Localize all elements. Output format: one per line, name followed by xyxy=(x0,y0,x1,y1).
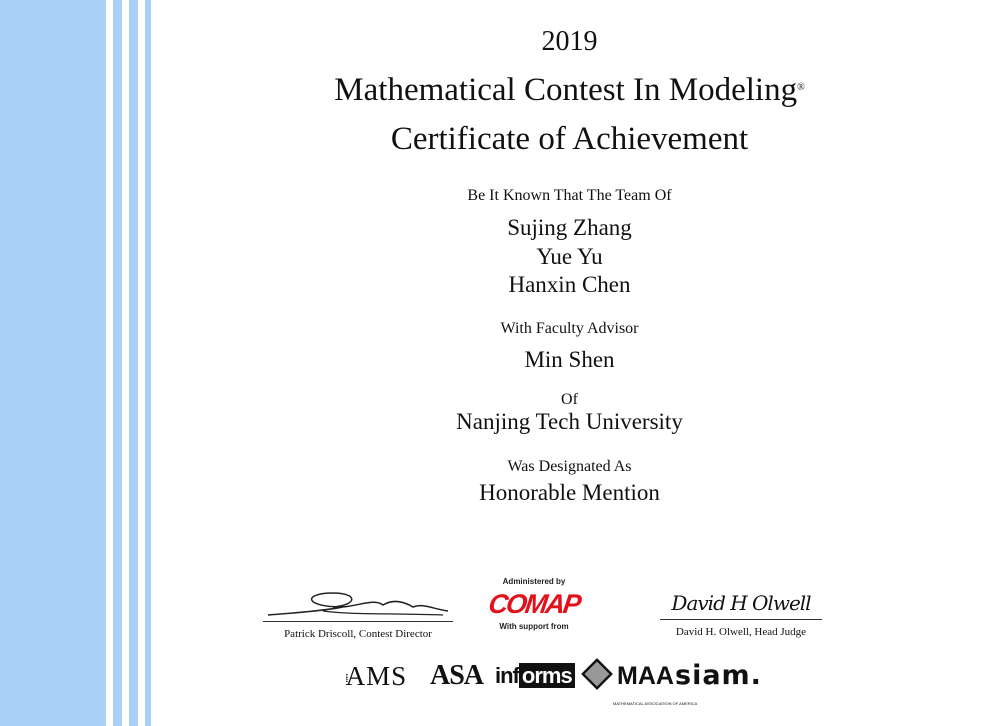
side-stripe xyxy=(0,0,106,726)
ams-logo-text: AMS xyxy=(345,661,408,691)
informs-logo xyxy=(495,660,575,692)
side-stripe xyxy=(129,0,138,726)
administered-by-label: Administered by xyxy=(502,577,566,586)
informs-logo-text-b: orms xyxy=(519,663,575,688)
team-member: Yue Yu xyxy=(536,243,603,269)
side-stripe xyxy=(113,0,122,726)
team-member: Sujing Zhang xyxy=(507,215,632,240)
signature-line xyxy=(263,621,453,622)
certificate-subtitle: Certificate of Achievement xyxy=(390,121,749,157)
head-judge-signature xyxy=(660,587,822,638)
maa-logo-text: MAA xyxy=(617,662,674,690)
award-designation: Honorable Mention xyxy=(479,480,660,505)
signature-line xyxy=(660,619,822,620)
contest-year: 2019 xyxy=(541,26,598,57)
ams-logo: ⁞⁞AMS xyxy=(345,661,408,691)
judge-caption: David H. Olwell, Head Judge xyxy=(675,626,807,638)
maa-subtitle: MATHEMATICAL ASSOCIATION OF AMERICA xyxy=(613,701,698,706)
support-from-label: With support from xyxy=(499,622,569,631)
contest-title xyxy=(151,72,988,109)
of-label: Of xyxy=(561,391,578,408)
asa-logo: ASA xyxy=(430,660,484,691)
contest-title-text: Mathematical Contest In Modeling xyxy=(334,72,798,108)
registered-mark: ® xyxy=(797,82,805,93)
advisor-name: Min Shen xyxy=(524,347,615,372)
team-intro: Be It Known That The Team Of xyxy=(467,187,672,204)
university-name: Nanjing Tech University xyxy=(456,409,683,434)
advisor-intro: With Faculty Advisor xyxy=(500,320,639,337)
team-member: Hanxin Chen xyxy=(508,272,631,297)
director-caption: Patrick Driscoll, Contest Director xyxy=(284,628,432,640)
informs-logo-text-a: inf xyxy=(495,663,519,688)
contest-director-signature xyxy=(263,585,453,640)
comap-logo: COMAP xyxy=(486,589,582,619)
designation-intro: Was Designated As xyxy=(507,458,632,475)
comap-block xyxy=(484,577,584,631)
siam-logo: siam. xyxy=(675,660,762,691)
signature-script: David H Olwell xyxy=(671,591,811,615)
maa-logo xyxy=(583,658,698,706)
team-members xyxy=(151,214,988,300)
maa-cube-icon xyxy=(581,658,613,690)
sponsor-logos xyxy=(345,658,762,706)
signature-scribble xyxy=(263,585,453,621)
